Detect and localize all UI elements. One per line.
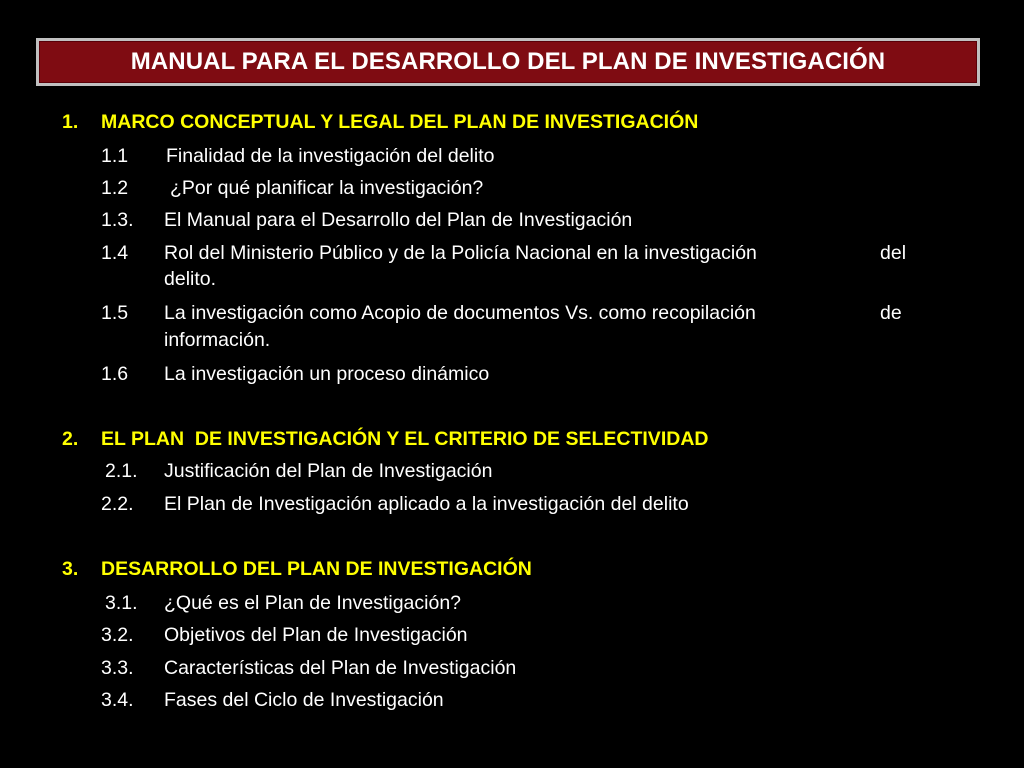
- item-text: El Manual para el Desarrollo del Plan de Investigación: [164, 209, 633, 231]
- item-text: ¿Qué es el Plan de Investigación?: [164, 592, 462, 614]
- item-number: 1.2: [101, 177, 129, 199]
- item-text: Finalidad de la investigación del delito: [166, 145, 495, 167]
- item-number: 2.2.: [101, 493, 134, 515]
- item-text-continuation: información.: [164, 329, 271, 351]
- section-heading: EL PLAN DE INVESTIGACIÓN Y EL CRITERIO DE SELECTIVIDAD: [101, 428, 709, 450]
- item-text: Objetivos del Plan de Investigación: [164, 624, 468, 646]
- item-text: Justificación del Plan de Investigación: [164, 460, 493, 482]
- item-text: Rol del Ministerio Público y de la Policía Nacional en la investigación: [164, 242, 757, 264]
- item-number: 1.5: [101, 302, 129, 324]
- section-heading: MARCO CONCEPTUAL Y LEGAL DEL PLAN DE INVESTIGACIÓN: [101, 111, 699, 133]
- item-number: 1.4: [101, 242, 129, 264]
- item-number: 1.1: [101, 145, 129, 167]
- item-number: 3.2.: [101, 624, 134, 646]
- item-text: El Plan de Investigación aplicado a la investigación del delito: [164, 493, 689, 515]
- section-number: 1.: [62, 111, 79, 133]
- item-text: La investigación como Acopio de documentos Vs. como recopilación: [164, 302, 756, 324]
- item-text: La investigación un proceso dinámico: [164, 363, 490, 385]
- page-title: MANUAL PARA EL DESARROLLO DEL PLAN DE INVESTIGACIÓN: [130, 48, 886, 75]
- section-heading: DESARROLLO DEL PLAN DE INVESTIGACIÓN: [101, 558, 532, 580]
- item-number: 2.1.: [105, 460, 138, 482]
- item-text: Fases del Ciclo de Investigación: [164, 689, 444, 711]
- section-number: 2.: [62, 428, 79, 450]
- item-text-trail: de: [880, 302, 902, 324]
- item-number: 3.4.: [101, 689, 134, 711]
- item-number: 3.1.: [105, 592, 138, 614]
- item-text: ¿Por qué planificar la investigación?: [170, 177, 484, 199]
- item-text: Características del Plan de Investigación: [164, 657, 517, 679]
- section-number: 3.: [62, 558, 79, 580]
- item-text-continuation: delito.: [164, 268, 217, 290]
- item-text-trail: del: [880, 242, 907, 264]
- item-number: 1.3.: [101, 209, 134, 231]
- item-number: 1.6: [101, 363, 129, 385]
- item-number: 3.3.: [101, 657, 134, 679]
